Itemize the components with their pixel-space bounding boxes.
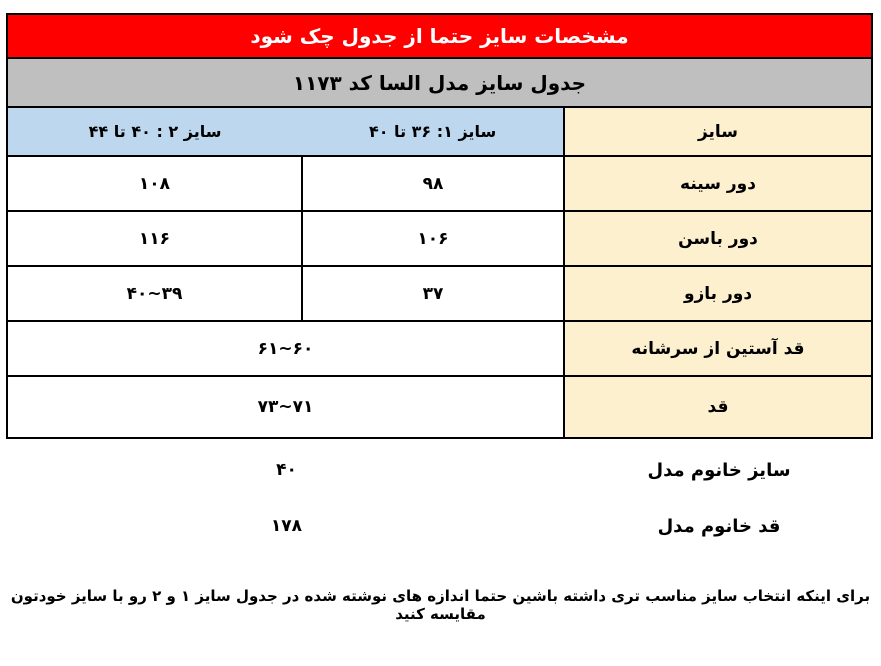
warning-row [7,14,872,58]
arm-size2-value: ۳۹~۴۰ [7,266,302,321]
table-row-arm [7,266,872,321]
row-label-chest: دور سینه [564,156,872,211]
arm-size1-value: ۳۷ [302,266,564,321]
table-row-chest [7,156,872,211]
table-row-hip [7,211,872,266]
size-table [6,13,873,439]
size1-header: سایز ۱: ۳۶ تا ۴۰ [368,122,497,141]
warning-banner: مشخصات سایز حتما از جدول چک شود [7,14,872,58]
table-title: جدول سایز مدل السا کد ۱۱۷۳ [7,58,872,107]
height-value: ۷۱~۷۳ [7,376,564,438]
hip-size1-value: ۱۰۶ [302,211,564,266]
table-row-sleeve [7,321,872,376]
model-size-label: سایز خانوم مدل [647,459,791,481]
row-label-sleeve: قد آستین از سرشانه [564,321,872,376]
size-header-cell [7,107,564,156]
model-height-row [8,509,873,543]
chest-size2-value: ۱۰۸ [7,156,302,211]
row-label-arm: دور بازو [564,266,872,321]
table-row-height [7,376,872,438]
row-label-height: قد [564,376,872,438]
model-size-value: ۴۰ [276,460,297,480]
row-label-hip: دور باسن [564,211,872,266]
title-row [7,58,872,107]
sleeve-value: ۶۰~۶۱ [7,321,564,376]
size-comparison-note: برای اینکه انتخاب سایز مناسب تری داشته باشین حتما اندازه های نوشته شده در جدول سایز ۱ و ۲ رو با سایز خودتون مقایسه کنید [10,587,871,623]
size2-header: سایز ۲ : ۴۰ تا ۴۴ [88,122,222,141]
model-size-row [8,453,873,487]
chest-size1-value: ۹۸ [302,156,564,211]
model-info-section [8,453,873,543]
size-header-split [8,122,563,141]
row-label-size: سایز [564,107,872,156]
size-header-row [7,107,872,156]
model-height-value: ۱۷۸ [270,516,303,536]
hip-size2-value: ۱۱۶ [7,211,302,266]
model-height-label: قد خانوم مدل [657,515,781,537]
